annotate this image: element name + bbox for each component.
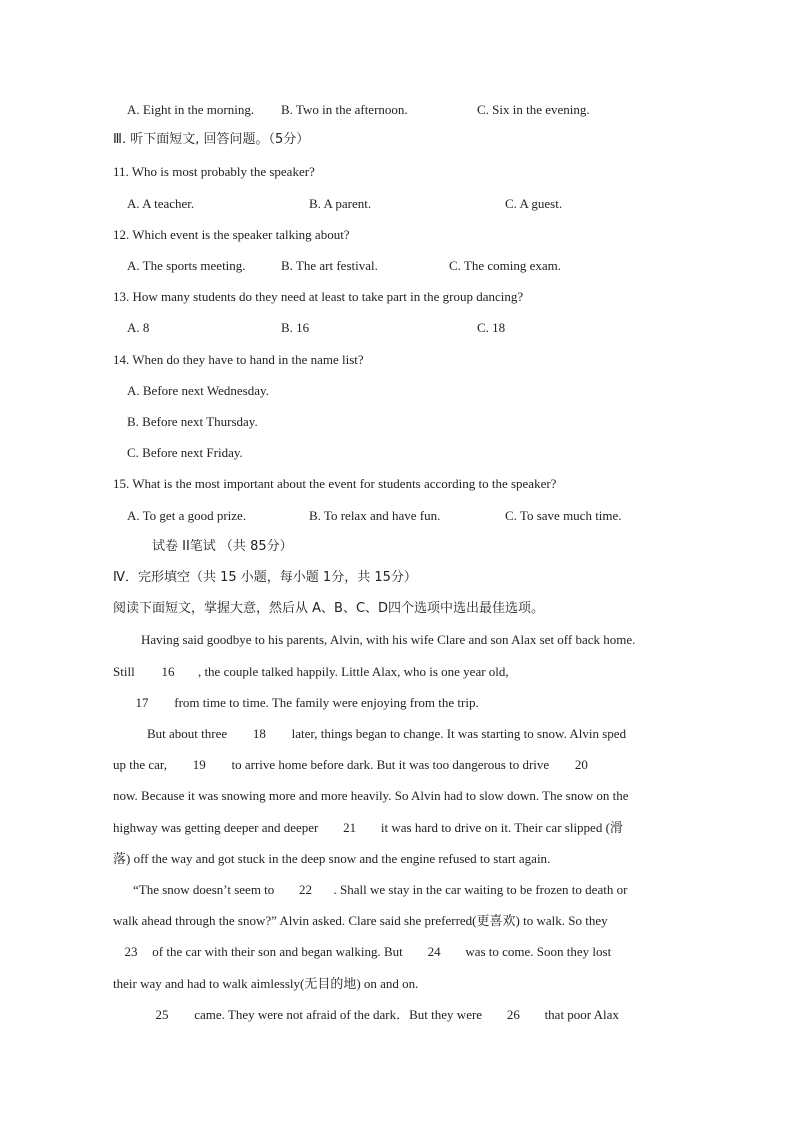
q11-option-b: B. A parent. [309,196,372,211]
question-14: 14. When do they have to hand in the name list? [113,352,364,367]
passage-line-10: walk ahead through the snow?” Alvin asked. Clare said she preferred(更喜欢) to walk. So they [113,913,608,928]
passage-text: came. They were not afraid of the dark．But they were [191,1007,486,1022]
q14-option-b: B. Before next Thursday. [127,414,258,429]
passage-line-11 [113,944,611,960]
blank-16: 16 [161,664,175,679]
passage-line-12: their way and had to walk aimlessly(无目的地) on and on. [113,976,419,991]
passage-line-8: 落) off the way and got stuck in the deep snow and the engine refused to start again. [113,851,551,866]
question-11: 11. Who is most probably the speaker? [113,164,315,179]
blank-18: 18 [252,726,266,741]
blank-24: 24 [427,944,441,959]
q14-option-c: C. Before next Friday. [127,445,243,460]
passage-line-3 [113,695,479,711]
passage-text: “The snow doesn’t seem to [133,882,278,897]
question-13: 13. How many students do they need at least to take part in the group dancing? [113,289,524,304]
q10-option-b: B. Two in the afternoon. [281,102,408,117]
passage-line-6: now. Because it was snowing more and more heavily. So Alvin had to slow down. The snow on the [113,788,629,803]
q15-option-a: A. To get a good prize. [127,508,247,523]
passage-text: Still [113,664,138,679]
q13-option-b: B. 16 [281,320,310,335]
passage-text: But about three [147,726,231,741]
passage-line-1: Having said goodbye to his parents, Alvin, with his wife Clare and son Alax set off back home. [141,632,636,647]
passage-text: . Shall we stay in the car waiting to be frozen to death or [333,882,628,897]
blank-17: 17 [135,695,149,710]
section4-heading: Ⅳ．完形填空（共 15 小题，每小题 1分，共 15分） [113,570,417,585]
passage-line-7 [113,820,623,836]
q15-option-c: C. To save much time. [505,508,622,523]
q14-option-a: A. Before next Wednesday. [127,383,269,398]
q13-option-c: C. 18 [477,320,506,335]
passage-text: that poor Alax [541,1007,619,1022]
q10-option-a: A. Eight in the morning. [127,102,255,117]
q15-option-b: B. To relax and have fun. [309,508,441,523]
q11-option-c: C. A guest. [505,196,563,211]
q12-option-c: C. The coming exam. [449,258,562,273]
passage-line-9 [133,882,627,898]
blank-26: 26 [506,1007,520,1022]
q12-option-b: B. The art festival. [281,258,378,273]
q10-option-c: C. Six in the evening. [477,102,590,117]
question-15: 15. What is the most important about the event for students according to the speaker? [113,476,557,491]
question-12: 12. Which event is the speaker talking about? [113,227,350,242]
passage-text: of the car with their son and began walking. But [149,944,407,959]
passage-text: highway was getting deeper and deeper [113,820,322,835]
q12-option-a: A. The sports meeting. [127,258,246,273]
q11-option-a: A. A teacher. [127,196,195,211]
passage-line-13 [133,1007,619,1023]
blank-21: 21 [343,820,357,835]
q13-option-a: A. 8 [127,320,150,335]
blank-25: 25 [155,1007,169,1022]
blank-23: 23 [124,944,138,959]
passage-text: it was hard to drive on it. Their car slipped (滑 [377,820,623,835]
section3-heading: Ⅲ. 听下面短文, 回答问题。（5分） [113,132,310,147]
passage-text: from time to time. The family were enjoying from the trip. [171,695,479,710]
passage-text: , the couple talked happily. Little Alax, who is one year old, [197,664,509,679]
passage-line-5 [113,757,610,773]
section4-instruction: 阅读下面短文，掌握大意，然后从 A、B、C、D四个选项中选出最佳选项。 [113,601,545,616]
passage-text: was to come. Soon they lost [462,944,612,959]
passage-line-4 [147,726,626,742]
paper2-title: 试卷 II笔试 （共 85分） [152,539,293,554]
blank-22: 22 [299,882,313,897]
passage-text: to arrive home before dark. But it was too dangerous to drive [228,757,553,772]
passage-line-2 [113,664,509,680]
blank-19: 19 [192,757,206,772]
passage-text: up the car, [113,757,171,772]
passage-text: later, things began to change. It was starting to snow. Alvin sped [288,726,627,741]
blank-20: 20 [574,757,588,772]
